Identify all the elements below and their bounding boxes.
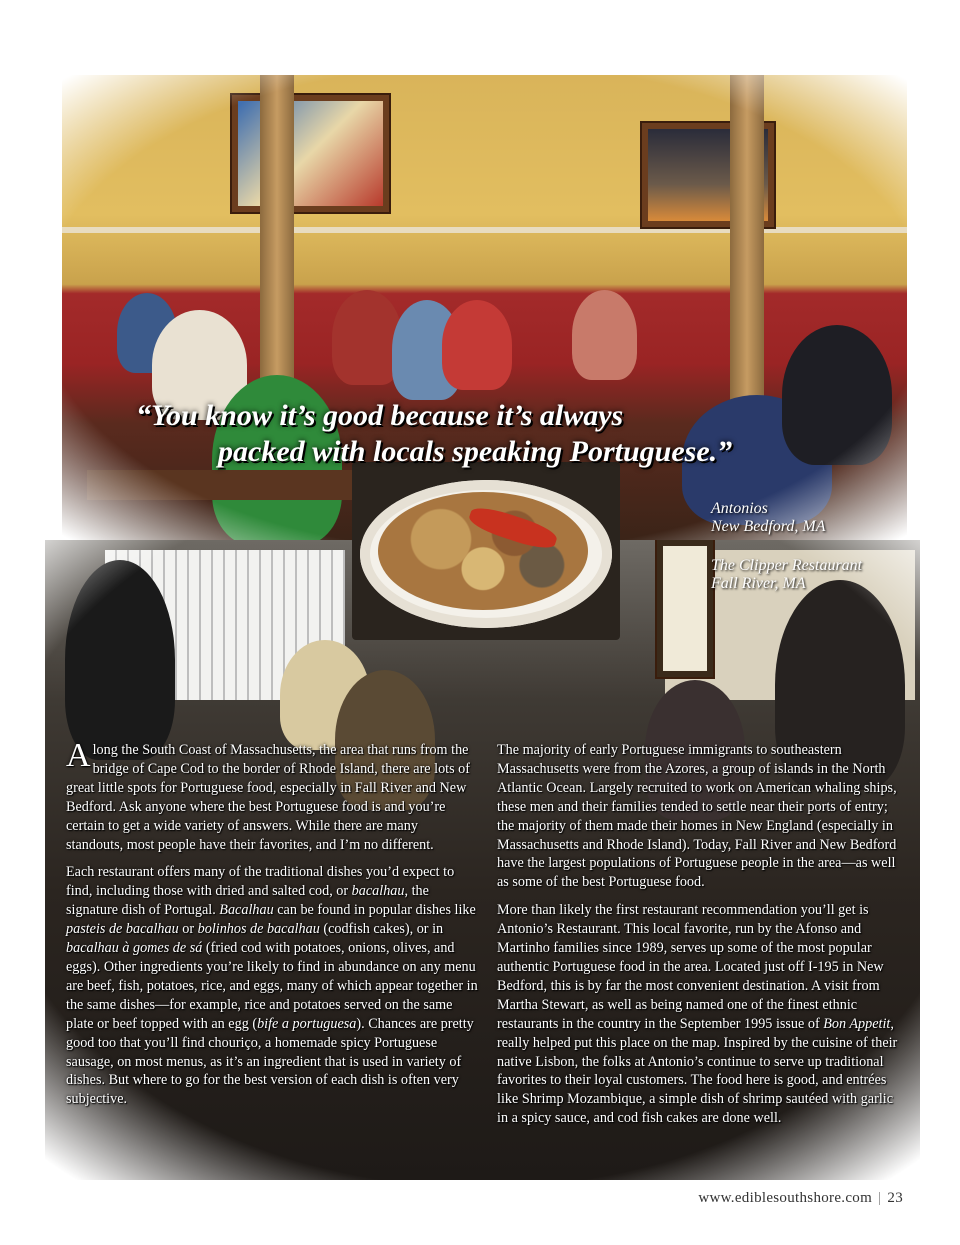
article-column-right	[497, 741, 907, 1137]
italic-term: bolinhos de bacalhau	[197, 921, 320, 938]
text-run: (fried cod with potatoes, onions, olives, and eggs). Other ingredients you’re likely to find in abundance on any menu are beef, fish, potatoes, rice, and eggs, many of which appear together in the same dishes—for example, rice and potatoes served on the same plate or beef topped with an egg (	[66, 940, 478, 1032]
article-column-left	[66, 737, 478, 1118]
paragraph	[66, 863, 478, 1109]
caption-name: Antonios	[711, 500, 768, 517]
paragraph	[66, 737, 478, 854]
pull-quote-line-1: “You know it’s good because it’s always	[136, 399, 624, 432]
caption-clipper	[711, 557, 862, 593]
text-run: More than likely the first restaurant recommendation you’ll get is Antonio’s Restaurant. This local favorite, run by the Afonso and Martinho families since 1989, serves up some of the most popular authentic Portuguese food in the area. Located just off I-195 in New Bedford, this is by far the most convenient destination. A visit from Martha Stewart, as well as being named one of the finest ethnic restaurants in the country in the September 1995 issue of	[497, 902, 884, 1032]
framed-picture-tram	[232, 95, 389, 212]
caption-name: The Clipper Restaurant	[711, 557, 863, 574]
text-run: Each restaurant offers many of the traditional dishes you’d expect to find, including those with dried and salted cod, or	[66, 864, 455, 900]
food-plate-photo	[352, 462, 620, 640]
website-link[interactable]: www.ediblesouthshore.com	[698, 1190, 873, 1206]
diner	[442, 300, 512, 390]
italic-term: Bon Appetit	[823, 1015, 891, 1032]
pork-and-clams-dish	[378, 492, 588, 610]
pull-quote-line-2: packed with locals speaking Portuguese.”	[218, 435, 733, 468]
italic-term: bacalhau à gomes de sá	[66, 940, 203, 957]
wall-rail	[62, 227, 907, 233]
paragraph-text: long the South Coast of Massachusetts, the area that runs from the bridge of Cape Cod to the border of Rhode Island, there are lots of great little spots for Portuguese food, especially in Fall River and New Bedford. Ask anyone where the best Portuguese food is and you’re certain to get a wide variety of answers. While there are many standouts, most people have their favorites, and I’m no different.	[66, 742, 470, 853]
framed-picture	[657, 540, 713, 677]
text-run: , really helped put this place on the map. Inspired by the cuisine of their native Lisbon, the folks at Antonio’s continue to serve up traditional favorites to their loyal customers. The food here is good, and entrées like Shrimp Mozambique, a simple dish of shrimp sautéed with garlic in a spicy sauce, and cod fish cakes are done well.	[497, 1015, 898, 1127]
paragraph	[497, 901, 907, 1128]
italic-term: bife a portuguesa	[257, 1015, 357, 1032]
footer-separator: |	[878, 1190, 882, 1206]
waiter	[65, 560, 175, 760]
pull-quote	[108, 398, 868, 470]
drop-cap: A	[66, 737, 91, 774]
caption-location: Fall River, MA	[711, 575, 806, 592]
page-footer	[698, 1190, 903, 1207]
italic-term: pasteis de bacalhau	[66, 921, 179, 938]
text-run: (codfish cakes), or in	[319, 921, 444, 938]
page-number: 23	[887, 1190, 903, 1206]
text-run: , the signature dish of Portugal.	[66, 883, 429, 919]
paragraph: The majority of early Portuguese immigrants to southeastern Massachusetts were from the Azores, a group of islands in the North Atlantic Ocean. Largely recruited to work on American whaling ships, these men and their families tended to settle near their ports of entry; the majority of them made their homes in New England (especially in Massachusetts and Rhode Island). Today, Fall River and New Bedford have the largest populations of Portuguese people in the area—as well as some of the best Portuguese food.	[497, 742, 897, 891]
caption-location: New Bedford, MA	[711, 518, 826, 535]
diner	[572, 290, 637, 380]
dining-table	[87, 470, 387, 500]
caption-antonios	[711, 500, 826, 536]
italic-term: bacalhau	[351, 883, 405, 900]
text-run: or	[178, 921, 198, 938]
text-run: can be found in popular dishes like	[273, 902, 476, 919]
text-run: ). Chances are pretty good too that you’ll find chouriço, a homemade spicy Portuguese sausage, on most menus, as it’s an ingredient that is used in variety of dishes. But where to go for the best version of each dish is often very subjective.	[66, 1015, 474, 1108]
tomato-slice	[466, 503, 559, 554]
italic-term: Bacalhau	[219, 902, 274, 919]
